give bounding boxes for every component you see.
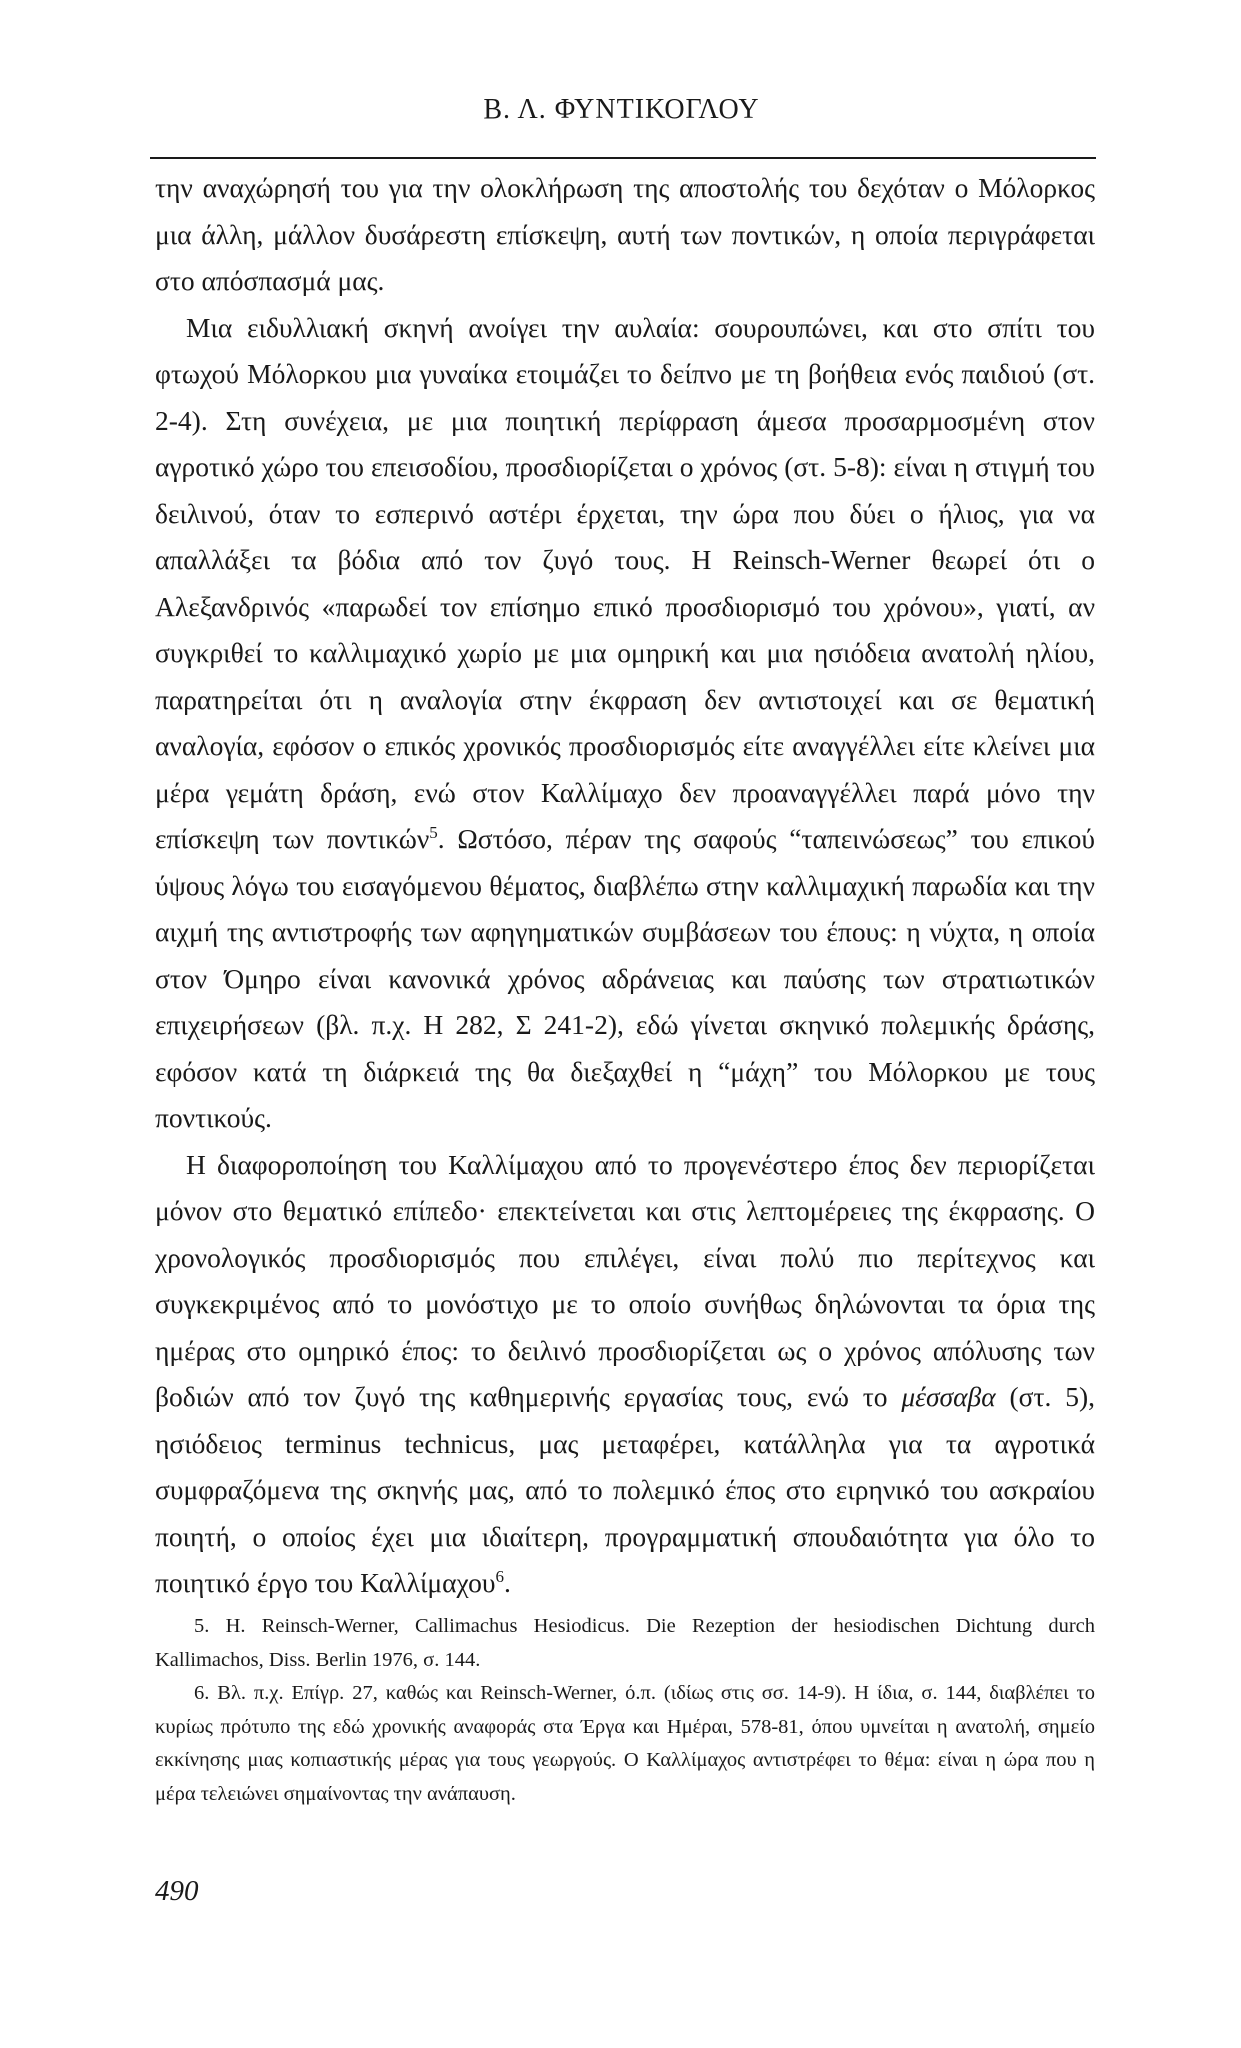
footnote-ref-5: 5	[429, 822, 438, 842]
footnotes	[155, 1610, 1095, 1811]
paragraph-2-text-a: Μια ειδυλλιακή σκηνή ανοίγει την αυλαία: σουρουπώνει, και στο σπίτι του φτωχού Μόλορκου μια γυναίκα ετοιμάζει το δείπνο με τη βοήθεια ενός παιδιού (στ. 2-4). Στη συνέχεια, με μια ποιητική περίφραση άμεσα προσαρμοσμένη στον αγροτικό χώρο του επεισοδίου, προσδιορίζεται ο χρόνος (στ. 5-8): είναι η στιγμή του δειλινού, όταν το εσπερινό αστέρι έρχεται, την ώρα που δύει ο ήλιος, για να απαλλάξει τα βόδια από τον ζυγό τους. Η Reinsch-Werner θεωρεί ότι ο Αλεξανδρινός «παρωδεί τον επίσημο επικό προσδιορισμό του χρόνου», γιατί, αν συγκριθεί το καλλιμαχικό χωρίο με μια ομηρική και μια ησιόδεια ανατολή ηλίου, παρατηρείται ότι η αναλογία στην έκφραση δεν αντιστοιχεί και σε θεματική αναλογία, εφόσον ο επικός χρονικός προσδιορισμός είτε αναγγέλλει είτε κλείνει μια μέρα γεμάτη δράση, ενώ στον Καλλίμαχο δεν προαναγγέλλει παρά μόνο την επίσκεψη των ποντικών	[155, 311, 1095, 854]
paragraph-2-text-b: . Ωστόσο, πέραν της σαφούς “ταπεινώσεως” του επικού ύψους λόγω του εισαγόμενου θέματος, διαβλέπω στην καλλιμαχική παρωδία και την αιχμή της αντιστροφής των αφηγηματικών συμβάσεων του έπους: η νύχτα, η οποία στον Όμηρο είναι κανονικά χρόνος αδράνειας και παύσης των στρατιωτικών επιχειρήσεων (βλ. π.χ. Η 282, Σ 241-2), εδώ γίνεται σκηνικό πολεμικής δράσης, εφόσον κατά τη διάρκειά της θα διεξαχθεί η “μάχη” του Μόλορκου με τους ποντικούς.	[155, 823, 1095, 1133]
paragraph-3	[155, 1142, 1095, 1607]
paragraph-3-italic-term: μέσσαβα	[901, 1381, 996, 1412]
paragraph-3-text-b: (στ. 5), ησιόδειος terminus technicus, μας μεταφέρει, κατάλληλα για τα αγροτικά συμφραζόμενα της σκηνής μας, από το πολεμικό έπος στο ειρηνικό του ασκραίου ποιητή, ο οποίος έχει μια ιδιαίτερη, προγραμματική σπουδαιότητα για όλο το ποιητικό έργο του Καλλίμαχου	[155, 1381, 1095, 1598]
paragraph-2	[155, 305, 1095, 1142]
running-head: Β. Λ. ΦΥΝΤΙΚΟΓΛΟΥ	[483, 94, 760, 125]
paragraph-1: την αναχώρησή του για την ολοκλήρωση της αποστολής του δεχόταν ο Μόλορκος μια άλλη, μάλλον δυσάρεστη επίσκεψη, αυτή των ποντικών, η οποία περιγράφεται στο απόσπασμά μας.	[155, 172, 1095, 296]
body-text	[155, 165, 1095, 1607]
footnote-6: 6. Βλ. π.χ. Επίγρ. 27, καθώς και Reinsch-Werner, ό.π. (ιδίως στις σσ. 14-9). Η ίδια, σ. 144, διαβλέπει το κυρίως πρότυπο της εδώ χρονικής αναφοράς στα Έργα και Ημέραι, 578-81, όπου υμνείται η ανατολή, σημείο εκκίνησης μιας κοπιαστικής μέρας για τους γεωργούς. Ο Καλλίμαχος αντιστρέφει το θέμα: είναι η ώρα που η μέρα τελειώνει σημαίνοντας την ανάπαυση.	[155, 1682, 1095, 1805]
paragraph-3-text-c: .	[504, 1567, 511, 1598]
header-rule	[150, 157, 1096, 159]
footnote-5: 5. H. Reinsch-Werner, Callimachus Hesiodicus. Die Rezeption der hesiodischen Dichtung durch Kallimachos, Diss. Berlin 1976, σ. 144.	[155, 1615, 1095, 1671]
page-number: 490	[155, 1875, 199, 1907]
paragraph-3-text-a: Η διαφοροποίηση του Καλλίμαχου από το προγενέστερο έπος δεν περιορίζεται μόνον στο θεματικό επίπεδο· επεκτείνεται και στις λεπτομέρειες της έκφρασης. Ο χρονολογικός προσδιορισμός που επιλέγει, είναι πολύ πιο περίτεχνος και συγκεκριμένος από το μονόστιχο με το οποίο συνήθως δηλώνονται τα όρια της ημέρας στο ομηρικό έπος: το δειλινό προσδιορίζεται ως ο χρόνος απόλυσης των βοδιών από τον ζυγό της καθημερινής εργασίας τους, ενώ το	[155, 1148, 1095, 1412]
footnote-ref-6: 6	[495, 1566, 505, 1586]
